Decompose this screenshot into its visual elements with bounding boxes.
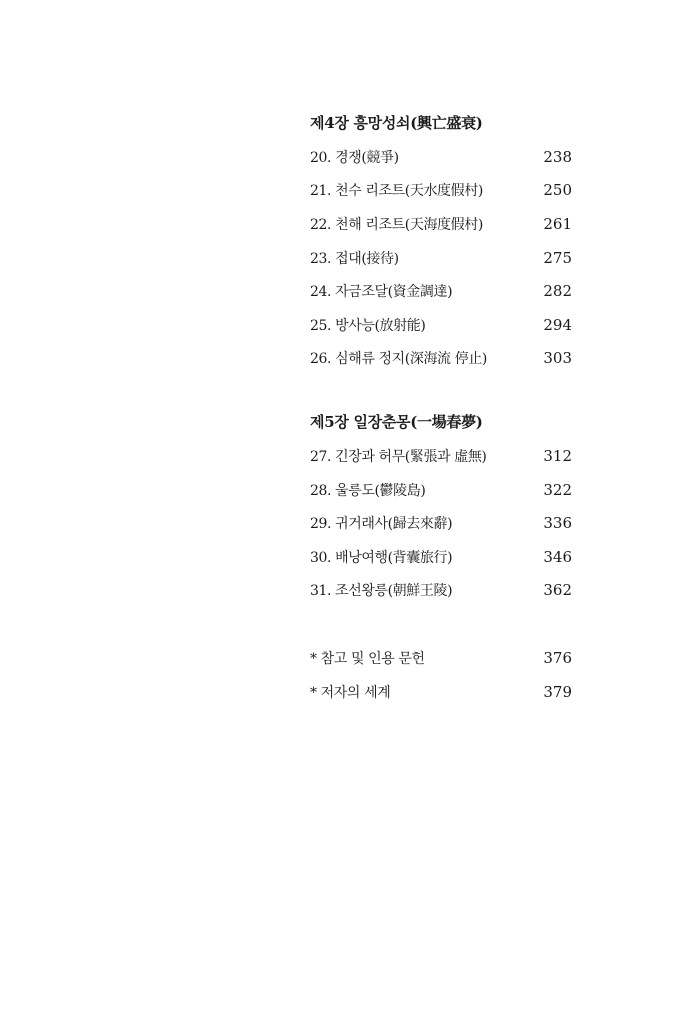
toc-entry: [310, 241, 572, 275]
entry-page-number: 261: [543, 214, 572, 233]
entry-title: 25. 방사능(放射能): [310, 317, 426, 334]
chapter-title: 제5장 일장춘몽(一場春夢): [310, 413, 483, 432]
entry-title: * 참고 및 인용 문헌: [310, 650, 425, 667]
chapter-4: [310, 106, 572, 375]
chapter-title: 제4장 흥망성쇠(興亡盛衰): [310, 114, 483, 132]
toc-entry: [310, 140, 572, 174]
entry-title: 26. 심해류 정지(深海流 停止): [310, 351, 487, 368]
toc-entry: [310, 506, 572, 540]
entry-page-number: 303: [543, 349, 572, 368]
entry-title: 22. 천해 리조트(天海度假村): [310, 216, 483, 233]
toc-entry: [310, 540, 572, 574]
entry-title: * 저자의 세계: [310, 684, 391, 701]
entry-page-number: 376: [543, 648, 572, 667]
toc-entry: [310, 308, 572, 342]
entry-page-number: 294: [543, 315, 572, 334]
entry-page-number: 336: [543, 514, 572, 533]
chapter-5: [310, 405, 572, 607]
appendix-section: [310, 641, 572, 708]
entry-title: 30. 배낭여행(背囊旅行): [310, 549, 453, 566]
entry-page-number: 282: [543, 282, 572, 301]
toc-entry: [310, 439, 572, 473]
entry-title: 24. 자금조달(資金調達): [310, 284, 453, 301]
toc-entry: [310, 574, 572, 608]
toc-entry-author: [310, 675, 572, 709]
toc-entry: [310, 342, 572, 376]
entry-title: 21. 천수 리조트(天水度假村): [310, 183, 483, 200]
entry-page-number: 275: [543, 248, 572, 267]
entry-page-number: 346: [543, 547, 572, 566]
toc-entry-references: [310, 641, 572, 675]
entry-page-number: 312: [543, 446, 572, 465]
entry-title: 31. 조선왕릉(朝鮮王陵): [310, 583, 453, 600]
toc-entry: [310, 274, 572, 308]
entry-page-number: 238: [543, 147, 572, 166]
toc-entry: [310, 174, 572, 208]
toc-entry: [310, 473, 572, 507]
entry-page-number: 250: [543, 181, 572, 200]
toc-entry: [310, 207, 572, 241]
entry-title: 28. 울릉도(鬱陵島): [310, 482, 426, 499]
entry-page-number: 322: [543, 480, 572, 499]
table-of-contents: [310, 106, 572, 708]
entry-page-number: 379: [543, 682, 572, 701]
entry-page-number: 362: [543, 581, 572, 600]
entry-title: 20. 경쟁(競爭): [310, 149, 399, 166]
entry-title: 27. 긴장과 허무(緊張과 虛無): [310, 448, 487, 465]
entry-title: 29. 귀거래사(歸去來辭): [310, 516, 453, 533]
entry-title: 23. 접대(接待): [310, 250, 399, 267]
